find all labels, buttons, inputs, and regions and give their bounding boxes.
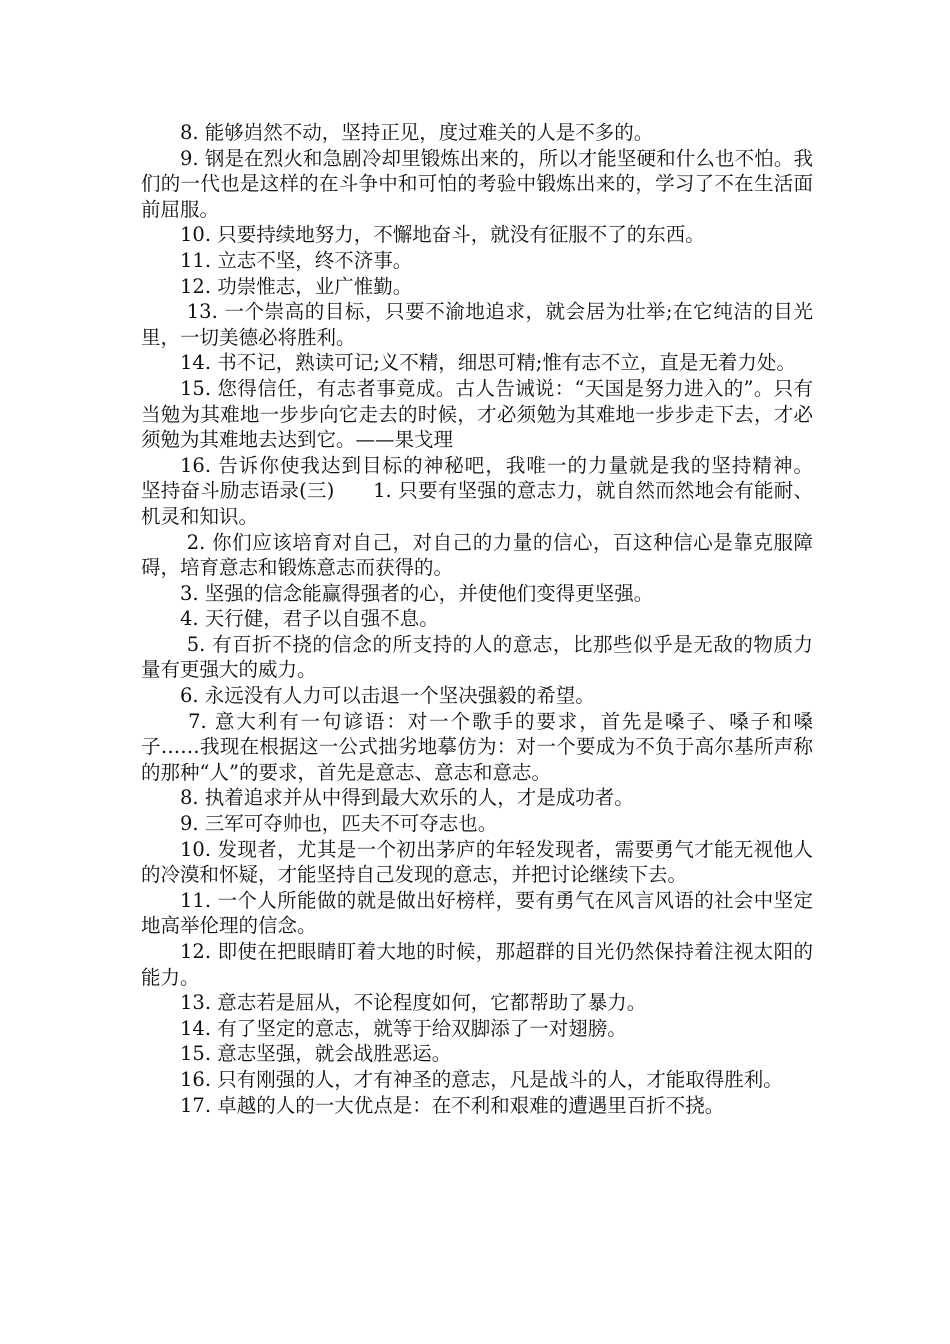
- paragraph: 10. 发现者，尤其是一个初出茅庐的年轻发现者，需要勇气才能无视他人的冷漠和怀疑，才能坚持自己发现的意志，并把讨论继续下去。: [141, 837, 813, 887]
- paragraph: 16. 告诉你使我达到目标的神秘吧，我唯一的力量就是我的坚持精神。 坚持奋斗励志语录(三) 1. 只要有坚强的意志力，就自然而然地会有能耐、机灵和知识。: [141, 453, 857, 528]
- paragraph: 3. 坚强的信念能赢得强者的心，并使他们变得更坚强。: [180, 581, 654, 605]
- paragraph: 12. 即使在把眼睛盯着大地的时候，那超群的目光仍然保持着注视太阳的能力。: [141, 940, 813, 989]
- paragraph: 12. 功崇惟志，业广惟勤。: [180, 274, 413, 298]
- paragraph: 9. 钢是在烈火和急剧冷却里锻炼出来的，所以才能坚硬和什么也不怕。我们的一代也是这样的在斗争中和可怕的考验中锻炼出来的，学习了不在生活面前屈服。: [141, 146, 813, 221]
- paragraph: 8. 执着追求并从中得到最大欢乐的人，才是成功者。: [180, 786, 634, 810]
- paragraph: 9. 三军可夺帅也，匹夫不可夺志也。: [180, 812, 498, 836]
- paragraph: 13. 意志若是屈从，不论程度如何，它都帮助了暴力。: [180, 991, 647, 1015]
- paragraph: 11. 立志不坚，终不济事。: [180, 248, 413, 272]
- paragraph: 5. 有百折不挠的信念的所支持的人的意志，比那些似乎是无敌的物质力量有更强大的威力。: [141, 632, 813, 682]
- paragraph: 4. 天行健，君子以自强不息。: [180, 607, 439, 631]
- paragraph: 8. 能够岿然不动，坚持正见，度过难关的人是不多的。: [180, 121, 654, 144]
- paragraph: 16. 只有刚强的人，才有神圣的意志，凡是战斗的人，才能取得胜利。: [180, 1067, 783, 1091]
- paragraph: 17. 卓越的人的一大优点是：在不利和艰难的遭遇里百折不挠。: [180, 1093, 725, 1117]
- paragraph: 13. 一个崇高的目标，只要不渝地追求，就会居为壮举;在它纯洁的目光里，一切美德必将胜利。: [141, 300, 813, 349]
- paragraph: 6. 永远没有人力可以击退一个坚决强毅的希望。: [180, 684, 595, 708]
- paragraph: 14. 有了坚定的意志，就等于给双脚添了一对翅膀。: [180, 1016, 627, 1040]
- paragraph: 11. 一个人所能做的就是做出好榜样，要有勇气在风言风语的社会中坚定地高举伦理的信念。: [141, 888, 813, 938]
- paragraph: 15. 您得信任，有志者事竟成。古人告诫说：“天国是努力进入的”。只有当勉为其难地一步步向它走去的时候，才必须勉为其难地一步步走下去，才必须勉为其难地去达到它。——果戈理: [141, 376, 813, 452]
- paragraph: 10. 只要持续地努力，不懈地奋斗，就没有征服不了的东西。: [180, 223, 705, 247]
- paragraph: 7. 意大利有一句谚语：对一个歌手的要求，首先是嗓子、嗓子和嗓子……我现在根据这一公式拙劣地摹仿为：对一个要成为不负于高尔基所声称的那种“人”的要求，首先是意志、意志和意志。: [141, 709, 813, 784]
- paragraph: 14. 书不记，熟读可记;义不精，细思可精;惟有志不立，直是无着力处。: [180, 351, 796, 375]
- paragraph: 2. 你们应该培育对自己，对自己的力量的信心，百这种信心是靠克服障碍，培育意志和锻炼意志而获得的。: [141, 530, 813, 580]
- paragraph: 15. 意志坚强，就会战胜恶运。: [180, 1042, 452, 1066]
- document-body: [141, 120, 857, 1118]
